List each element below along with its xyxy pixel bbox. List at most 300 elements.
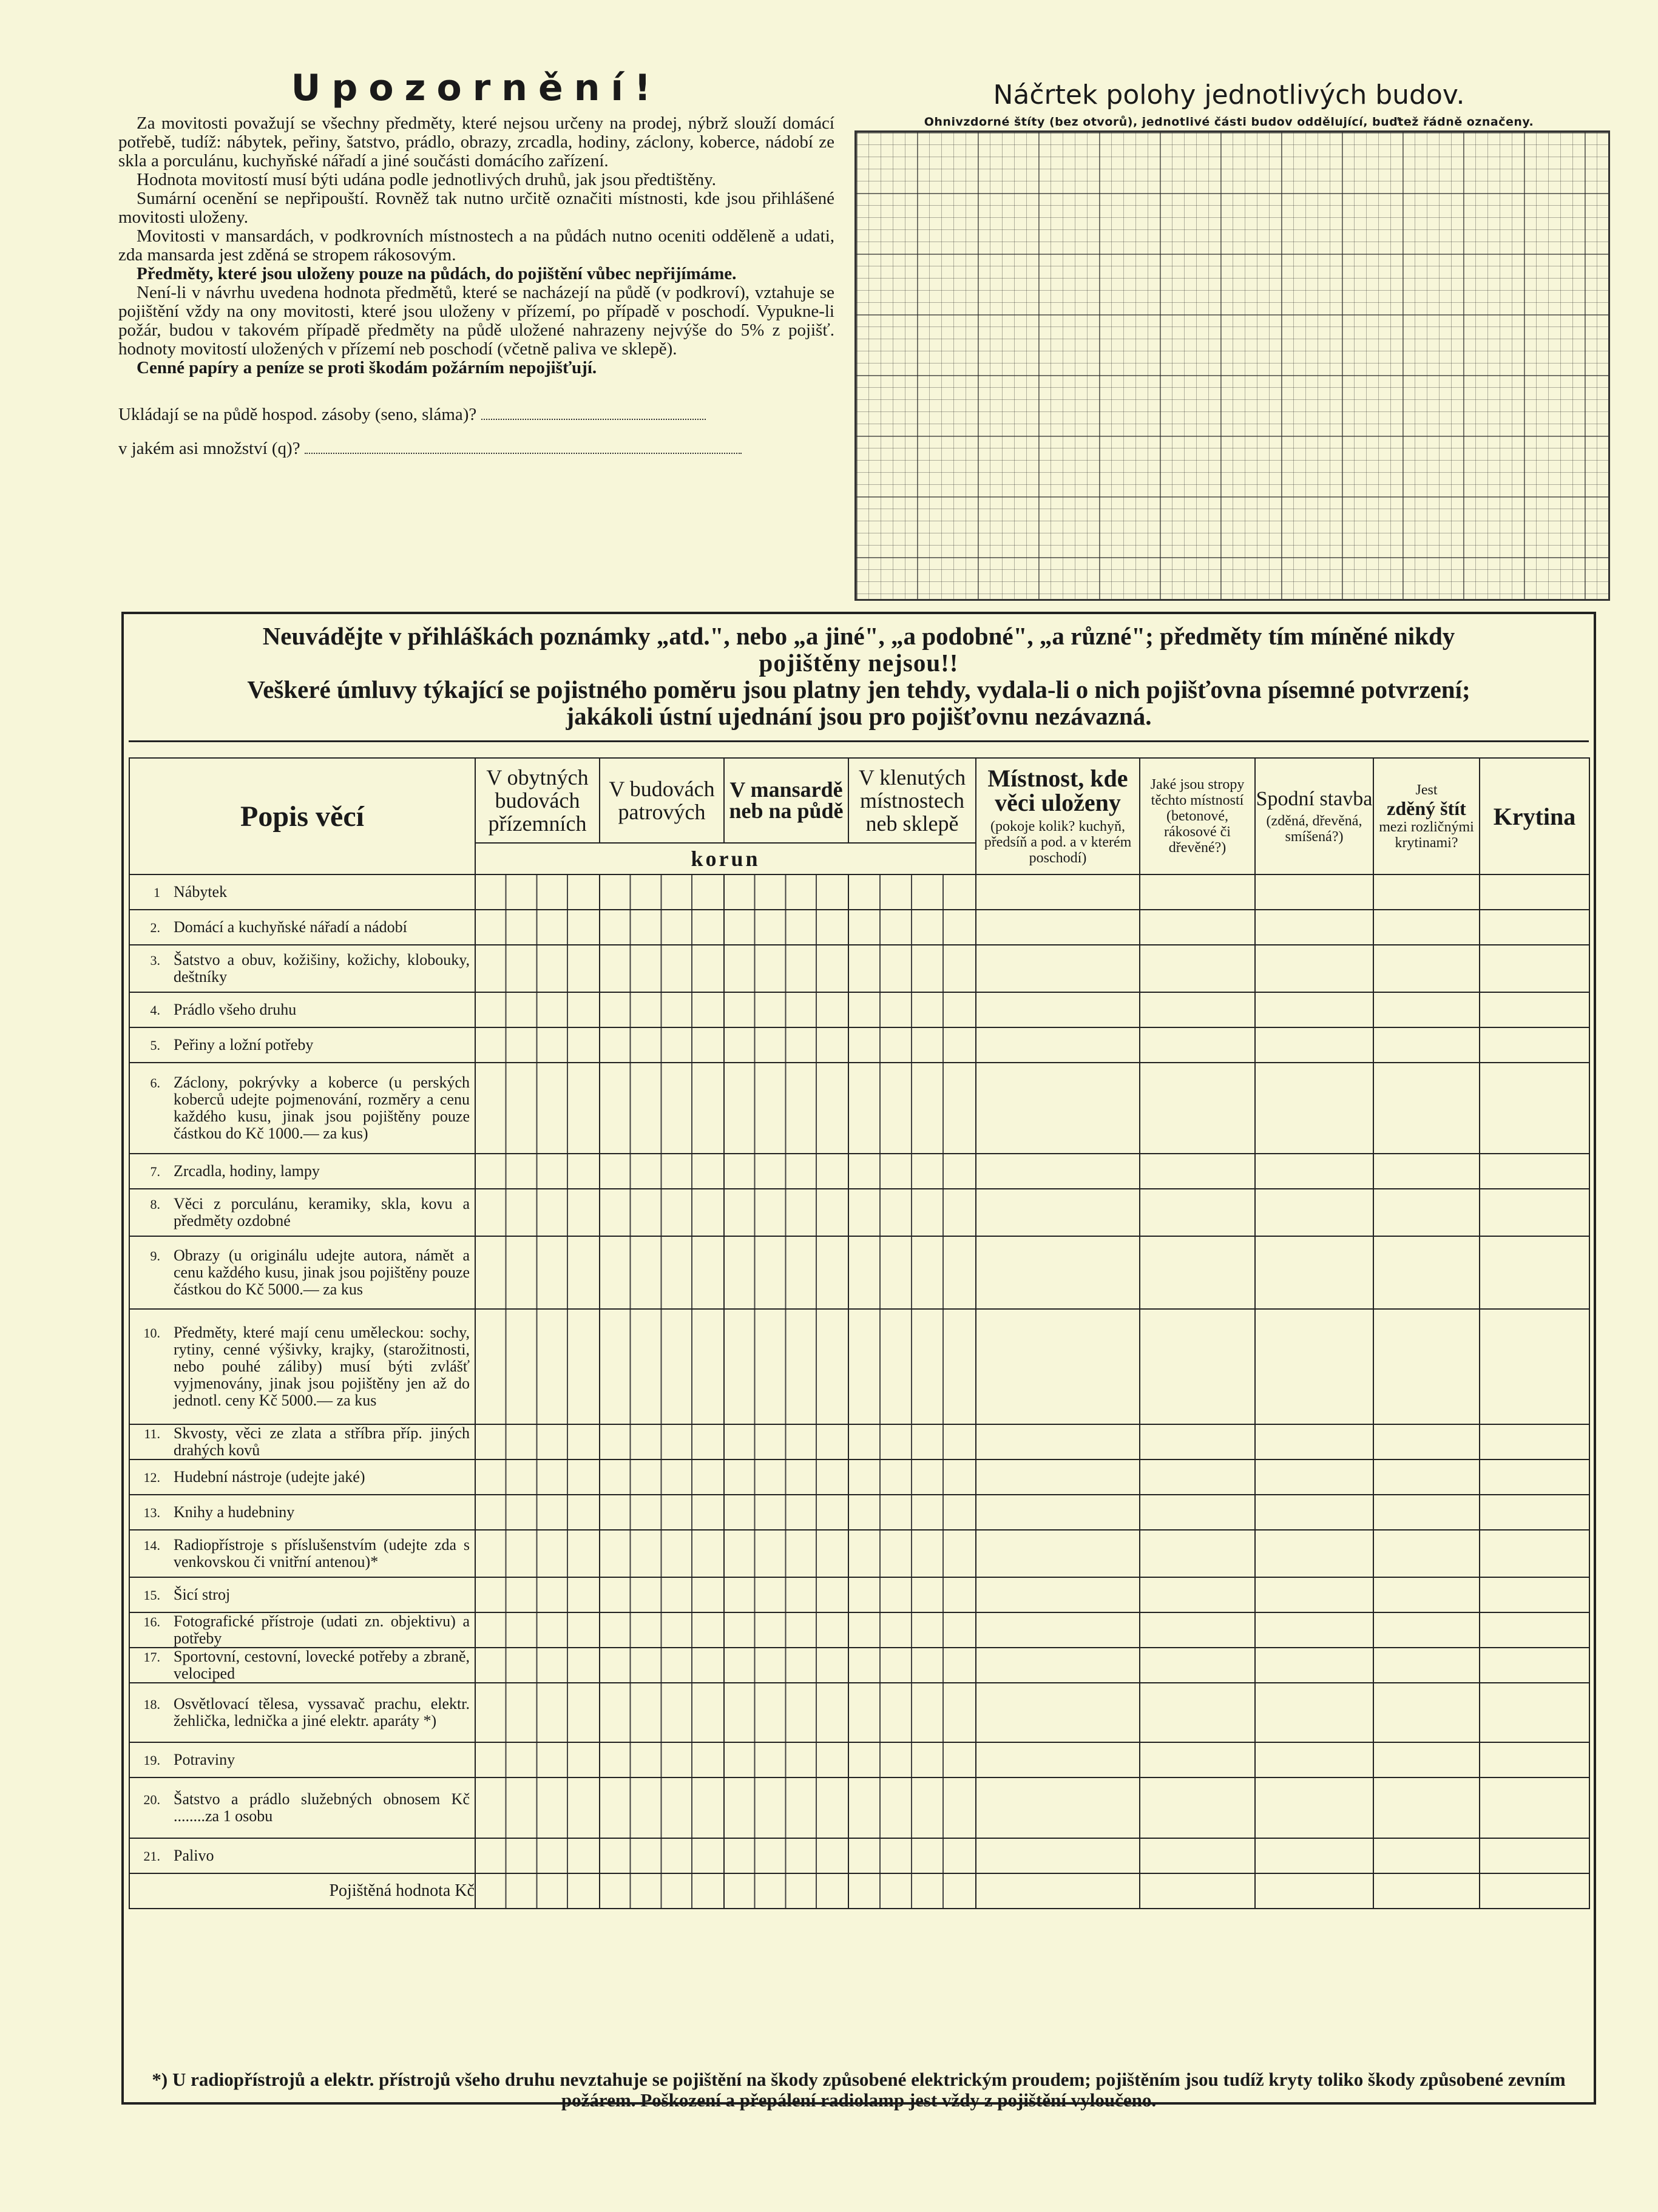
room-cell-cell[interactable] [976,1189,1140,1236]
floors-amount-cell[interactable] [600,1742,724,1777]
attic-amount-cell[interactable] [724,1309,848,1424]
ground-amount-cell[interactable] [475,1612,600,1648]
wall-cell-cell[interactable] [1373,1459,1480,1495]
notice-paragraph: Cenné papíry a peníze se proti škodám požárním nepojišťují. [137,358,597,377]
build-cell-cell[interactable] [1255,1154,1373,1189]
table-row [129,1838,1589,1873]
build-cell-cell[interactable] [1255,1742,1373,1777]
wall-cell-cell[interactable] [1373,992,1480,1027]
col-ceiling-header: Jaké jsou stropy těchto místností (betonové, rákosové či dřevěné?) [1140,758,1255,874]
wall-cell-cell[interactable] [1373,1424,1480,1459]
roof-cell-cell[interactable] [1480,1683,1589,1742]
roof-cell-cell[interactable] [1480,1424,1589,1459]
question-quantity-label: v jakém asi množství (q)? [118,439,300,458]
floors-amount-cell[interactable] [600,874,724,910]
room-cell-cell[interactable] [976,1236,1140,1309]
ground-amount-cell[interactable] [475,1838,600,1873]
room-cell-cell[interactable] [976,1027,1140,1063]
roof-cell-cell[interactable] [1480,1612,1589,1648]
build-cell-cell[interactable] [1255,945,1373,992]
quantity-answer-field[interactable] [305,441,742,454]
col-wall-sub: mezi rozličnými krytinami? [1379,819,1474,851]
row-text: Osvětlovací tělesa, vyssavač prachu, elektr. žehlička, lednička a jiné elektr. aparáty *) [174,1695,470,1730]
wall-cell-cell[interactable] [1373,1648,1480,1683]
attic-amount-cell[interactable] [724,874,848,910]
ceiling-cell-cell[interactable] [1140,1495,1255,1530]
attic-amount-cell[interactable] [724,1577,848,1612]
ceiling-cell-cell[interactable] [1140,1027,1255,1063]
build-cell-cell[interactable] [1255,910,1373,945]
build-cell-cell[interactable] [1255,1838,1373,1873]
floors-amount-cell[interactable] [600,1683,724,1742]
table-row [129,874,1589,910]
room-cell-cell[interactable] [976,1495,1140,1530]
notice-block [118,67,834,459]
room-cell-cell[interactable] [976,1648,1140,1683]
attic-amount-cell[interactable] [724,1873,848,1909]
floors-amount-cell[interactable] [600,1873,724,1909]
ground-amount-cell[interactable] [475,1236,600,1309]
attic-amount-cell[interactable] [724,910,848,945]
row-description [129,1189,475,1236]
row-text: Hudební nástroje (udejte jaké) [174,1467,365,1486]
property-table [129,757,1590,1909]
roof-cell-cell[interactable] [1480,1063,1589,1154]
ceiling-cell-cell[interactable] [1140,1530,1255,1577]
attic-amount-cell[interactable] [724,1612,848,1648]
build-cell-cell[interactable] [1255,1495,1373,1530]
vault-amount-cell[interactable] [848,1742,976,1777]
roof-cell-cell[interactable] [1480,1495,1589,1530]
col-roof-header: Krytina [1480,758,1589,874]
vault-amount-cell[interactable] [848,1063,976,1154]
ground-amount-cell[interactable] [475,1683,600,1742]
row-number: 17. [143,1649,160,1665]
build-cell-cell[interactable] [1255,1577,1373,1612]
roof-cell-cell[interactable] [1480,945,1589,992]
vault-amount-cell[interactable] [848,1027,976,1063]
row-text: Prádlo všeho druhu [174,1000,297,1018]
floors-amount-cell[interactable] [600,1495,724,1530]
wall-cell-cell[interactable] [1373,1027,1480,1063]
row-text: Věci z porculánu, keramiky, skla, kovu a předměty ozdobné [174,1195,470,1229]
vault-amount-cell[interactable] [848,1154,976,1189]
roof-cell-cell[interactable] [1480,1236,1589,1309]
attic-amount-cell[interactable] [724,1459,848,1495]
room-cell-cell[interactable] [976,1777,1140,1838]
attic-storage-answer-field[interactable] [481,407,706,420]
build-cell-cell[interactable] [1255,1777,1373,1838]
ceiling-cell-cell[interactable] [1140,1683,1255,1742]
row-text: Radiopřístroje s příslušenstvím (udejte zda s venkovskou či vnitřní antenou)* [174,1536,470,1571]
ground-amount-cell[interactable] [475,1154,600,1189]
floors-amount-cell[interactable] [600,1063,724,1154]
row-number: 9. [150,1248,160,1263]
room-cell-cell[interactable] [976,1154,1140,1189]
vault-amount-cell[interactable] [848,1777,976,1838]
build-cell-cell[interactable] [1255,1530,1373,1577]
row-description [129,1777,475,1838]
build-cell-cell[interactable] [1255,992,1373,1027]
row-number: 1 [154,884,160,900]
row-text: Potraviny [174,1750,235,1768]
ceiling-cell-cell[interactable] [1140,1742,1255,1777]
row-number: 3. [150,953,160,968]
table-row [129,1530,1589,1577]
wall-cell-cell[interactable] [1373,1495,1480,1530]
notice-title: Upozornění! [291,67,662,109]
row-number: 19. [143,1752,160,1768]
room-cell-cell[interactable] [976,1683,1140,1742]
build-cell-cell[interactable] [1255,1612,1373,1648]
col-ground-header: V obytných budovách přízemních [475,758,600,843]
table-row [129,1154,1589,1189]
roof-cell-cell[interactable] [1480,1838,1589,1873]
total-row [129,1873,1589,1909]
wall-cell-cell[interactable] [1373,1683,1480,1742]
row-number: 14. [143,1538,160,1553]
vault-amount-cell[interactable] [848,1683,976,1742]
build-cell-cell[interactable] [1255,1459,1373,1495]
room-cell-cell[interactable] [976,1530,1140,1577]
ceiling-cell-cell[interactable] [1140,1424,1255,1459]
row-description [129,1648,475,1683]
roof-cell-cell[interactable] [1480,992,1589,1027]
ground-amount-cell[interactable] [475,1577,600,1612]
ground-amount-cell[interactable] [475,992,600,1027]
attic-amount-cell[interactable] [724,1777,848,1838]
ground-amount-cell[interactable] [475,1027,600,1063]
header-notice-line2: pojištěny nejsou!! [759,649,959,677]
room-cell-cell[interactable] [976,874,1140,910]
notice-paragraph: Za movitosti považují se všechny předměty, které nejsou určeny na prodej, nýbrž slouží domácí potřebě, tudíž: nábytek, peřiny, šatstvo, prádlo, obrazy, zrcadla, hodiny, záclony, koberce, nádobí ze skla a porculánu, kuchyňské nářadí a jiné součásti domácího zařízení. [118,113,834,171]
ground-amount-cell[interactable] [475,1424,600,1459]
ground-amount-cell[interactable] [475,1530,600,1577]
notice-paragraphs [118,114,834,377]
col-wall-header [1373,758,1480,874]
table-row [129,1683,1589,1742]
build-cell-cell[interactable] [1255,1683,1373,1742]
wall-cell-cell[interactable] [1373,1612,1480,1648]
floors-amount-cell[interactable] [600,1309,724,1424]
ground-amount-cell[interactable] [475,1777,600,1838]
vault-amount-cell[interactable] [848,910,976,945]
row-number: 12. [143,1469,160,1485]
header-notice [129,618,1589,742]
row-text: Zrcadla, hodiny, lampy [174,1162,320,1180]
floors-amount-cell[interactable] [600,1236,724,1309]
wall-cell-cell[interactable] [1373,945,1480,992]
row-description [129,1612,475,1648]
ceiling-cell-cell[interactable] [1140,1577,1255,1612]
ceiling-cell-cell[interactable] [1140,874,1255,910]
room-cell-cell[interactable] [976,1838,1140,1873]
row-description [129,1154,475,1189]
row-number: 20. [143,1792,160,1807]
question-quantity [118,438,834,459]
vault-amount-cell[interactable] [848,1236,976,1309]
question-attic-storage-label: Ukládají se na půdě hospod. zásoby (seno, sláma)? [118,405,477,424]
ground-amount-cell[interactable] [475,1648,600,1683]
row-description [129,1683,475,1742]
build-cell-cell[interactable] [1255,1648,1373,1683]
currency-header: korun [475,843,976,874]
floors-amount-cell[interactable] [600,1612,724,1648]
floors-amount-cell[interactable] [600,1648,724,1683]
row-number: 21. [143,1848,160,1864]
room-cell-cell[interactable] [976,1459,1140,1495]
attic-amount-cell[interactable] [724,1648,848,1683]
floors-amount-cell[interactable] [600,1189,724,1236]
floors-amount-cell[interactable] [600,1577,724,1612]
wall-cell-cell[interactable] [1373,1838,1480,1873]
row-number: 13. [143,1504,160,1520]
ground-amount-cell[interactable] [475,1742,600,1777]
floors-amount-cell[interactable] [600,992,724,1027]
wall-cell-cell[interactable] [1373,1530,1480,1577]
col-wall-title: zděný štít [1387,797,1466,819]
col-room-title: Místnost, kde věci uloženy [987,765,1128,816]
row-number: 4. [150,1002,160,1018]
vault-amount-cell[interactable] [848,1838,976,1873]
row-description [129,1063,475,1154]
table-row [129,992,1589,1027]
vault-amount-cell[interactable] [848,1309,976,1424]
ground-amount-cell[interactable] [475,910,600,945]
wall-cell-cell[interactable] [1373,1309,1480,1424]
room-cell-cell[interactable] [976,945,1140,992]
ground-amount-cell[interactable] [475,945,600,992]
vault-amount-cell[interactable] [848,1189,976,1236]
room-cell-cell[interactable] [976,1063,1140,1154]
row-text: Obrazy (u originálu udejte autora, námět a cenu každého kusu, jinak jsou pojištěny pouze částkou do Kč 5000.— za kus [174,1246,470,1298]
roof-cell-cell[interactable] [1480,1742,1589,1777]
table-row [129,1424,1589,1459]
ground-amount-cell[interactable] [475,1309,600,1424]
ground-amount-cell[interactable] [475,1189,600,1236]
table-row [129,1309,1589,1424]
row-description [129,1459,475,1495]
col-vault-header: V klenutých místnostech neb sklepě [848,758,976,843]
row-text: Nábytek [174,882,228,901]
notice-paragraph: Sumární ocenění se nepřipouští. Rovněž tak nutno určitě označiti místnosti, kde jsou přihlášené movitosti uloženy. [118,189,834,227]
room-cell-cell[interactable] [976,1309,1140,1424]
vault-amount-cell[interactable] [848,1873,976,1909]
build-cell-cell[interactable] [1255,1027,1373,1063]
attic-amount-cell[interactable] [724,1838,848,1873]
build-cell-cell[interactable] [1255,1309,1373,1424]
row-number: 11. [144,1426,160,1441]
notice-paragraph: Hodnota movitostí musí býti udána podle jednotlivých druhů, jak jsou předtištěny. [137,170,717,189]
wall-cell-cell[interactable] [1373,1742,1480,1777]
ceiling-cell-cell[interactable] [1140,1309,1255,1424]
attic-amount-cell[interactable] [724,945,848,992]
ceiling-cell-cell[interactable] [1140,1236,1255,1309]
build-cell-cell[interactable] [1255,1189,1373,1236]
table-row [129,910,1589,945]
table-row [129,1777,1589,1838]
roof-cell-cell[interactable] [1480,1459,1589,1495]
build-cell-cell[interactable] [1255,1873,1373,1909]
ground-amount-cell[interactable] [475,874,600,910]
ceiling-cell-cell[interactable] [1140,1459,1255,1495]
roof-cell-cell[interactable] [1480,1648,1589,1683]
row-number: 6. [150,1075,160,1091]
vault-amount-cell[interactable] [848,1459,976,1495]
attic-amount-cell[interactable] [724,1027,848,1063]
ground-amount-cell[interactable] [475,1873,600,1909]
attic-amount-cell[interactable] [724,1189,848,1236]
attic-amount-cell[interactable] [724,1424,848,1459]
roof-cell-cell[interactable] [1480,1873,1589,1909]
row-number: 18. [143,1697,160,1712]
table-row [129,945,1589,992]
footnote: *) U radiopřístrojů a elektr. přístrojů všeho druhu nevztahuje se pojištění na škody způsobené elektrickým proudem; pojištěním jsou tudíž kryty toliko škody způsobené zevním požárem. Poškození a přepálení radiolamp jest vždy z pojištění vyloučeno. [152,2069,1566,2111]
row-description [129,1742,475,1777]
ceiling-cell-cell[interactable] [1140,1838,1255,1873]
header-notice-line3: Veškeré úmluvy týkající se pojistného poměru jsou platny jen tehdy, vydala-li o nich pojišťovna písemné potvrzení; [247,675,1470,703]
ceiling-cell-cell[interactable] [1140,992,1255,1027]
wall-cell-cell[interactable] [1373,1777,1480,1838]
ground-amount-cell[interactable] [475,1459,600,1495]
roof-cell-cell[interactable] [1480,1577,1589,1612]
row-text: Šicí stroj [174,1585,231,1603]
table-row [129,1742,1589,1777]
build-cell-cell[interactable] [1255,1424,1373,1459]
roof-cell-cell[interactable] [1480,1309,1589,1424]
build-cell-cell[interactable] [1255,1063,1373,1154]
col-build-header [1255,758,1373,874]
room-cell-cell[interactable] [976,1577,1140,1612]
attic-amount-cell[interactable] [724,1154,848,1189]
col-desc-header: Popis věcí [129,758,475,874]
vault-amount-cell[interactable] [848,945,976,992]
roof-cell-cell[interactable] [1480,1027,1589,1063]
attic-amount-cell[interactable] [724,1495,848,1530]
col-attic-header: V mansardě neb na půdě [724,758,848,843]
ceiling-cell-cell[interactable] [1140,1189,1255,1236]
room-cell-cell[interactable] [976,1873,1140,1909]
vault-amount-cell[interactable] [848,1648,976,1683]
row-number: 10. [143,1325,160,1341]
row-description [129,1577,475,1612]
wall-cell-cell[interactable] [1373,910,1480,945]
floors-amount-cell[interactable] [600,1424,724,1459]
row-description [129,1236,475,1309]
row-description [129,1309,475,1424]
floors-amount-cell[interactable] [600,1459,724,1495]
wall-cell-cell[interactable] [1373,1154,1480,1189]
attic-amount-cell[interactable] [724,1530,848,1577]
row-text: Šatstvo a obuv, kožišiny, kožichy, klobouky, deštníky [174,951,470,986]
attic-amount-cell[interactable] [724,1683,848,1742]
row-text: Záclony, pokrývky a koberce (u perských koberců udejte pojmenování, rozměry a cenu každého kusu, jinak jsou pojištěny pouze částkou do Kč 1000.— za kus) [174,1074,470,1142]
header-notice-line1: Neuvádějte v přihláškách poznámky „atd.", nebo „a jiné", „a podobné", „a různé"; předměty tím míněné nikdy [262,622,1455,650]
row-text: Šatstvo a prádlo služebných obnosem Kč ........za 1 osobu [174,1790,470,1825]
wall-cell-cell[interactable] [1373,1873,1480,1909]
wall-cell-cell[interactable] [1373,1577,1480,1612]
wall-cell-cell[interactable] [1373,874,1480,910]
sketch-grid[interactable] [854,130,1610,601]
roof-cell-cell[interactable] [1480,874,1589,910]
room-cell-cell[interactable] [976,1424,1140,1459]
row-description [129,1027,475,1063]
header-notice-line4: jakákoli ústní ujednání jsou pro pojišťovnu nezávazná. [566,702,1152,730]
build-cell-cell[interactable] [1255,1236,1373,1309]
ceiling-cell-cell[interactable] [1140,1873,1255,1909]
roof-cell-cell[interactable] [1480,910,1589,945]
wall-cell-cell[interactable] [1373,1063,1480,1154]
attic-amount-cell[interactable] [724,1063,848,1154]
table-row [129,1648,1589,1683]
ceiling-cell-cell[interactable] [1140,1154,1255,1189]
wall-cell-cell[interactable] [1373,1189,1480,1236]
row-number: 15. [143,1587,160,1603]
vault-amount-cell[interactable] [848,1495,976,1530]
roof-cell-cell[interactable] [1480,1189,1589,1236]
vault-amount-cell[interactable] [848,992,976,1027]
room-cell-cell[interactable] [976,910,1140,945]
row-text: Skvosty, věci ze zlata a stříbra příp. jiných drahých kovů [174,1424,470,1459]
vault-amount-cell[interactable] [848,1424,976,1459]
floors-amount-cell[interactable] [600,1530,724,1577]
floors-amount-cell[interactable] [600,1154,724,1189]
question-attic-storage [118,404,834,425]
vault-amount-cell[interactable] [848,1530,976,1577]
floors-amount-cell[interactable] [600,1838,724,1873]
floors-amount-cell[interactable] [600,945,724,992]
attic-amount-cell[interactable] [724,1742,848,1777]
row-description [129,874,475,910]
vault-amount-cell[interactable] [848,1612,976,1648]
ceiling-cell-cell[interactable] [1140,910,1255,945]
roof-cell-cell[interactable] [1480,1154,1589,1189]
row-text: Palivo [174,1846,214,1864]
row-text: Sportovní, cestovní, lovecké potřeby a zbraně, velociped [174,1648,470,1682]
vault-amount-cell[interactable] [848,874,976,910]
notice-paragraph: Movitosti v mansardách, v podkrovních místnostech a na půdách nutno oceniti odděleně a udati, zda mansarda jest zděná se stropem rákosovým. [118,226,834,265]
table-row [129,1495,1589,1530]
build-cell-cell[interactable] [1255,874,1373,910]
sketch-title: Náčrtek polohy jednotlivých budov. [993,79,1465,110]
roof-cell-cell[interactable] [1480,1530,1589,1577]
ceiling-cell-cell[interactable] [1140,1063,1255,1154]
ceiling-cell-cell[interactable] [1140,945,1255,992]
table-row [129,1236,1589,1309]
floors-amount-cell[interactable] [600,1027,724,1063]
ceiling-cell-cell[interactable] [1140,1648,1255,1683]
wall-cell-cell[interactable] [1373,1236,1480,1309]
floors-amount-cell[interactable] [600,1777,724,1838]
row-description [129,1838,475,1873]
attic-amount-cell[interactable] [724,1236,848,1309]
room-cell-cell[interactable] [976,992,1140,1027]
ceiling-cell-cell[interactable] [1140,1612,1255,1648]
room-cell-cell[interactable] [976,1612,1140,1648]
attic-amount-cell[interactable] [724,992,848,1027]
ground-amount-cell[interactable] [475,1063,600,1154]
table-row [129,1189,1589,1236]
total-label: Pojištěná hodnota Kč [129,1873,475,1909]
roof-cell-cell[interactable] [1480,1777,1589,1838]
row-number: 16. [143,1614,160,1629]
ground-amount-cell[interactable] [475,1495,600,1530]
ceiling-cell-cell[interactable] [1140,1777,1255,1838]
vault-amount-cell[interactable] [848,1577,976,1612]
room-cell-cell[interactable] [976,1742,1140,1777]
sketch-subtitle: Ohnivzdorné štíty (bez otvorů), jednotlivé části budov oddělující, buďtež řádně označeny. [924,115,1534,129]
floors-amount-cell[interactable] [600,910,724,945]
